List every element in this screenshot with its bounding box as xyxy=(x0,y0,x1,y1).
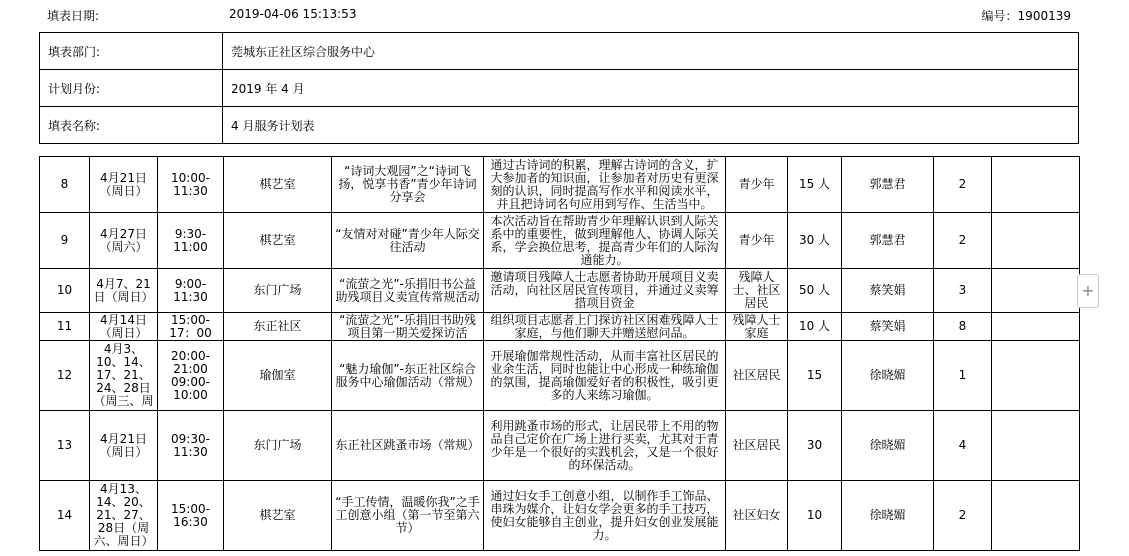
serial-number xyxy=(982,7,1071,24)
cell-desc: 利用跳蚤市场的形式，让居民带上不用的物品自己定价在广场上进行买卖，尤其对于青少年是一个很好的实践机会，又是一个很好的环保活动。 xyxy=(484,411,726,481)
table-row xyxy=(40,157,1080,213)
cell-no: 11 xyxy=(40,313,90,341)
cell-desc: 通过妇女手工创意小组，以制作手工饰品、串珠为媒介，让妇女学会更多的手工技巧，使妇女能够自主创业，提升妇女创业发展能力。 xyxy=(484,481,726,551)
cell-staff: 蔡笑娟 xyxy=(842,313,934,341)
info-row-month xyxy=(40,70,1079,107)
department-label: 填表部门: xyxy=(40,33,223,70)
cell-time: 9:30-11:00 xyxy=(158,213,224,269)
cell-num: 2 xyxy=(934,481,992,551)
cell-time: 9:00-11:30 xyxy=(158,269,224,313)
cell-staff: 蔡笑娟 xyxy=(842,269,934,313)
cell-no: 14 xyxy=(40,481,90,551)
date-value: 2019-04-06 15:13:53 xyxy=(229,7,357,21)
cell-place: 棋艺室 xyxy=(224,157,332,213)
cell-desc: 邀请项目残障人士志愿者协助开展项目义卖活动，向社区居民宣传项目，并通过义卖筹措项目资金 xyxy=(484,269,726,313)
cell-time: 15:00-16:30 xyxy=(158,481,224,551)
cell-name: “手工传情，温暖你我”之手工创意小组（第一节至第六节） xyxy=(332,481,484,551)
cell-desc: 通过古诗词的积累，理解古诗词的含义，扩大参加者的知识面，让参加者对历史有更深刻的认识，同时提高写作水平和阅读水平，并且把诗词名句应用到写作、生活当中。 xyxy=(484,157,726,213)
cell-no: 8 xyxy=(40,157,90,213)
cell-count: 10 xyxy=(788,481,842,551)
cell-num: 2 xyxy=(934,157,992,213)
cell-time: 10:00-11:30 xyxy=(158,157,224,213)
cell-extra xyxy=(992,481,1080,551)
date-label: 填表日期: xyxy=(47,9,100,23)
table-row xyxy=(40,213,1080,269)
cell-target: 社区妇女 xyxy=(726,481,788,551)
cell-count: 50 人 xyxy=(788,269,842,313)
add-column-button[interactable] xyxy=(1077,274,1099,308)
cell-desc: 组织项目志愿者上门探访社区困难残障人士家庭，与他们聊天并赠送慰问品。 xyxy=(484,313,726,341)
cell-count: 30 人 xyxy=(788,213,842,269)
table-row xyxy=(40,341,1080,411)
plus-icon: + xyxy=(1081,281,1095,300)
cell-desc: 开展瑜伽常规性活动，从而丰富社区居民的业余生活，同时也能让中心形成一种练瑜伽的氛围，提高瑜伽爱好者的积极性，吸引更多的人来练习瑜伽。 xyxy=(484,341,726,411)
cell-num: 4 xyxy=(934,411,992,481)
cell-num: 2 xyxy=(934,213,992,269)
cell-name: 东正社区跳蚤市场（常规） xyxy=(332,411,484,481)
table-row xyxy=(40,411,1080,481)
cell-date: 4月27日（周六） xyxy=(90,213,158,269)
department-value: 莞城东正社区综合服务中心 xyxy=(223,33,1079,70)
cell-num: 3 xyxy=(934,269,992,313)
serial-label: 编号： xyxy=(981,9,1018,23)
cell-date: 4月7、21日（周日） xyxy=(90,269,158,313)
cell-staff: 徐晓媚 xyxy=(842,341,934,411)
cell-place: 东门广场 xyxy=(224,411,332,481)
cell-time: 15:00-17：00 xyxy=(158,313,224,341)
form-name-label: 填表名称: xyxy=(40,107,223,144)
cell-num: 8 xyxy=(934,313,992,341)
cell-date: 4月13、14、20、21、27、28日（周六、周日） xyxy=(90,481,158,551)
cell-target: 社区居民 xyxy=(726,341,788,411)
cell-num: 1 xyxy=(934,341,992,411)
cell-no: 9 xyxy=(40,213,90,269)
cell-staff: 徐晓媚 xyxy=(842,411,934,481)
cell-place: 东门广场 xyxy=(224,269,332,313)
cell-date: 4月21日（周日） xyxy=(90,157,158,213)
cell-place: 瑜伽室 xyxy=(224,341,332,411)
info-table xyxy=(39,32,1079,144)
info-row-title xyxy=(40,107,1079,144)
cell-date: 4月14日（周日） xyxy=(90,313,158,341)
cell-name: “魅力瑜伽”-东正社区综合服务中心瑜伽活动（常规） xyxy=(332,341,484,411)
cell-count: 15 人 xyxy=(788,157,842,213)
cell-name: “友情对对碰”青少年人际交往活动 xyxy=(332,213,484,269)
cell-name: “流萤之光”-乐捐旧书公益助残项目义卖宣传常规活动 xyxy=(332,269,484,313)
form-header xyxy=(0,0,1129,28)
cell-time: 20:00-21:00 09:00-10:00 xyxy=(158,341,224,411)
cell-place: 棋艺室 xyxy=(224,481,332,551)
table-row xyxy=(40,481,1080,551)
cell-name: “诗词大观园”之“诗词飞扬，悦享书香”青少年诗词分享会 xyxy=(332,157,484,213)
cell-desc: 本次活动旨在帮助青少年理解认识到人际关系中的重要性，做到理解他人、协调人际关系，学会换位思考，提高青少年们的人际沟通能力。 xyxy=(484,213,726,269)
cell-extra xyxy=(992,213,1080,269)
cell-staff: 徐晓媚 xyxy=(842,481,934,551)
cell-target: 残障人士家庭 xyxy=(726,313,788,341)
cell-target: 社区居民 xyxy=(726,411,788,481)
cell-target: 青少年 xyxy=(726,157,788,213)
cell-extra xyxy=(992,411,1080,481)
month-label: 计划月份: xyxy=(40,70,223,107)
serial-value: 1900139 xyxy=(1017,9,1071,23)
cell-date: 4月3、10、14、17、21、24、28日（周三、周 xyxy=(90,341,158,411)
cell-count: 30 xyxy=(788,411,842,481)
table-row xyxy=(40,269,1080,313)
cell-no: 10 xyxy=(40,269,90,313)
form-name-value: 4 月服务计划表 xyxy=(223,107,1079,144)
cell-target: 残障人士、社区居民 xyxy=(726,269,788,313)
info-row-department xyxy=(40,33,1079,70)
plan-table xyxy=(39,156,1080,551)
cell-count: 10 人 xyxy=(788,313,842,341)
cell-place: 东正社区 xyxy=(224,313,332,341)
cell-extra xyxy=(992,341,1080,411)
cell-staff: 郭慧君 xyxy=(842,213,934,269)
cell-target: 青少年 xyxy=(726,213,788,269)
cell-count: 15 xyxy=(788,341,842,411)
cell-time: 09:30-11:30 xyxy=(158,411,224,481)
cell-no: 13 xyxy=(40,411,90,481)
cell-staff: 郭慧君 xyxy=(842,157,934,213)
month-value: 2019 年 4 月 xyxy=(223,70,1079,107)
table-row xyxy=(40,313,1080,341)
cell-place: 棋艺室 xyxy=(224,213,332,269)
cell-extra xyxy=(992,269,1080,313)
cell-extra xyxy=(992,157,1080,213)
cell-name: “流萤之光”-乐捐旧书助残项目第一期关爱探访活 xyxy=(332,313,484,341)
cell-no: 12 xyxy=(40,341,90,411)
cell-date: 4月21日（周日） xyxy=(90,411,158,481)
cell-extra xyxy=(992,313,1080,341)
